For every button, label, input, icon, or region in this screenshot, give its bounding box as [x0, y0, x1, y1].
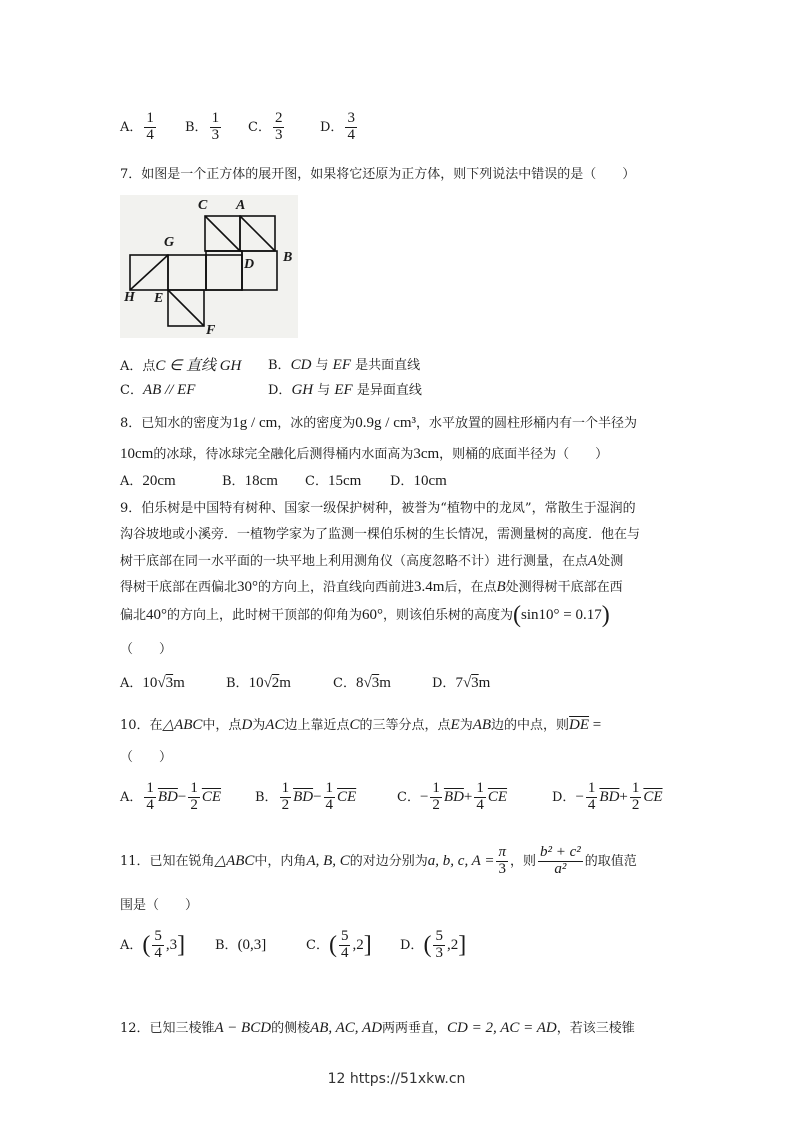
cube-net-figure: [120, 195, 298, 338]
q11-line1: 11．已知在锐角△ABC中，内角A, B, C的对边分别为a, b, c, A = $\frac{\pi}{3}$ ，则 $\frac{\text{b² + c²}}{\text{a²}}$ 的取值范: [120, 844, 637, 877]
q7-option-b: B．CD 与 EF 是共面直线: [268, 357, 421, 373]
label-c: C: [198, 198, 208, 213]
q9-option-d: D．7√3m: [432, 675, 491, 691]
label-h: H: [124, 290, 135, 305]
q10-option-b: B． $\frac{1}{2}$ $\overline{BD}-$ $\frac{1}{4}$ $\overline{CE}$: [255, 780, 357, 813]
q6-option-c: C． $\frac{2}{3}$: [248, 110, 283, 143]
label-e: E: [154, 291, 164, 306]
q11-option-d: D．( $\frac{5}{3}$ ,2]: [400, 928, 467, 961]
q12-line1: 12．已知三棱锥A − BCD的侧棱AB, AC, AD两两垂直，CD = 2, AC = AD，若该三棱锥: [120, 1020, 635, 1036]
q9-option-c: C．8√3m: [333, 675, 391, 691]
label-d: D: [244, 257, 255, 272]
q7-option-c: C．AB // EF: [120, 382, 196, 398]
q9-line4: 得树干底部在西偏北30°的方向上，沿直线向西前进3.4m后，在点B处测得树干底部在西: [120, 579, 623, 595]
q11-option-a: A．( $\frac{5}{4}$ ,3]: [120, 928, 186, 961]
q8-line2: 10cm的冰球，待冰球完全融化后测得桶内水面高为3cm，则桶的底面半径为（ ）: [120, 446, 609, 462]
q6-option-d: D． $\frac{3}{4}$: [320, 110, 355, 143]
q9-line2: 沟谷坡地或小溪旁．一植物学家为了监测一棵伯乐树的生长情况，需测量树的高度．他在与: [120, 527, 641, 542]
q9-line6: （ ）: [120, 642, 173, 657]
q10-option-a: A． $\frac{1}{4}$ $\overline{BD}-$ $\frac{1}{2}$ $\overline{CE}$: [120, 780, 222, 813]
q6-option-a: A． $\frac{1}{4}$: [120, 110, 154, 143]
page-footer: 12 https://51xkw.cn: [327, 1071, 466, 1087]
label-a: A: [236, 198, 246, 213]
q7-option-a: A．点C ∈ 直线 GH: [120, 358, 242, 374]
q9-line1: 9．伯乐树是中国特有树种、国家一级保护树种，被誉为“植物中的龙凤”，常散生于湿润的: [120, 501, 636, 516]
q11-line2: 围是（ ）: [120, 898, 199, 913]
q6-option-b: B． $\frac{1}{3}$: [185, 110, 220, 143]
q9-line5: 偏北40°的方向上，此时树干顶部的仰角为60°，则该伯乐树的高度为(sin10° = 0.17): [120, 602, 610, 628]
q10-line2: （ ）: [120, 750, 173, 765]
q11-option-c: C．( $\frac{5}{4}$ ,2]: [306, 928, 372, 961]
q9-option-a: A．10√3m: [120, 675, 185, 691]
q7-option-d: D．GH 与 EF 是异面直线: [268, 382, 422, 398]
label-b: B: [283, 250, 293, 265]
cube-net-drawing: [120, 195, 298, 338]
q7-stem: 7．如图是一个正方体的展开图，如果将它还原为正方体，则下列说法中错误的是（ ）: [120, 167, 636, 182]
label-f: F: [206, 323, 216, 338]
q9-option-b: B．10√2m: [226, 675, 291, 691]
q11-option-b: B．(0,3]: [215, 937, 267, 953]
q8-line1: 8．已知水的密度为1g / cm，冰的密度为0.9g / cm³，水平放置的圆柱形桶内有一个半径为: [120, 415, 638, 431]
q10-line1: 10．在△ABC中，点D为AC边上靠近点C的三等分点，点E为AB边的中点，则$\overline{DE}$ =: [120, 717, 602, 733]
q8-option-d: D．10cm: [390, 473, 447, 489]
q10-option-d: D．− $\frac{1}{4}$ $\overline{BD}+$ $\frac{1}{2}$ $\overline{CE}$: [552, 780, 663, 813]
q8-option-c: C．15cm: [305, 473, 362, 489]
q8-option-b: B．18cm: [222, 473, 278, 489]
label-g: G: [164, 235, 175, 250]
q9-line3: 树干底部在同一水平面的一块平地上利用测角仪（高度忽略不计）进行测量，在点A处测: [120, 553, 624, 569]
q8-options: A．20cm: [120, 473, 176, 489]
q10-option-c: C．− $\frac{1}{2}$ $\overline{BD}+$ $\frac{1}{4}$ $\overline{CE}$: [397, 780, 508, 813]
